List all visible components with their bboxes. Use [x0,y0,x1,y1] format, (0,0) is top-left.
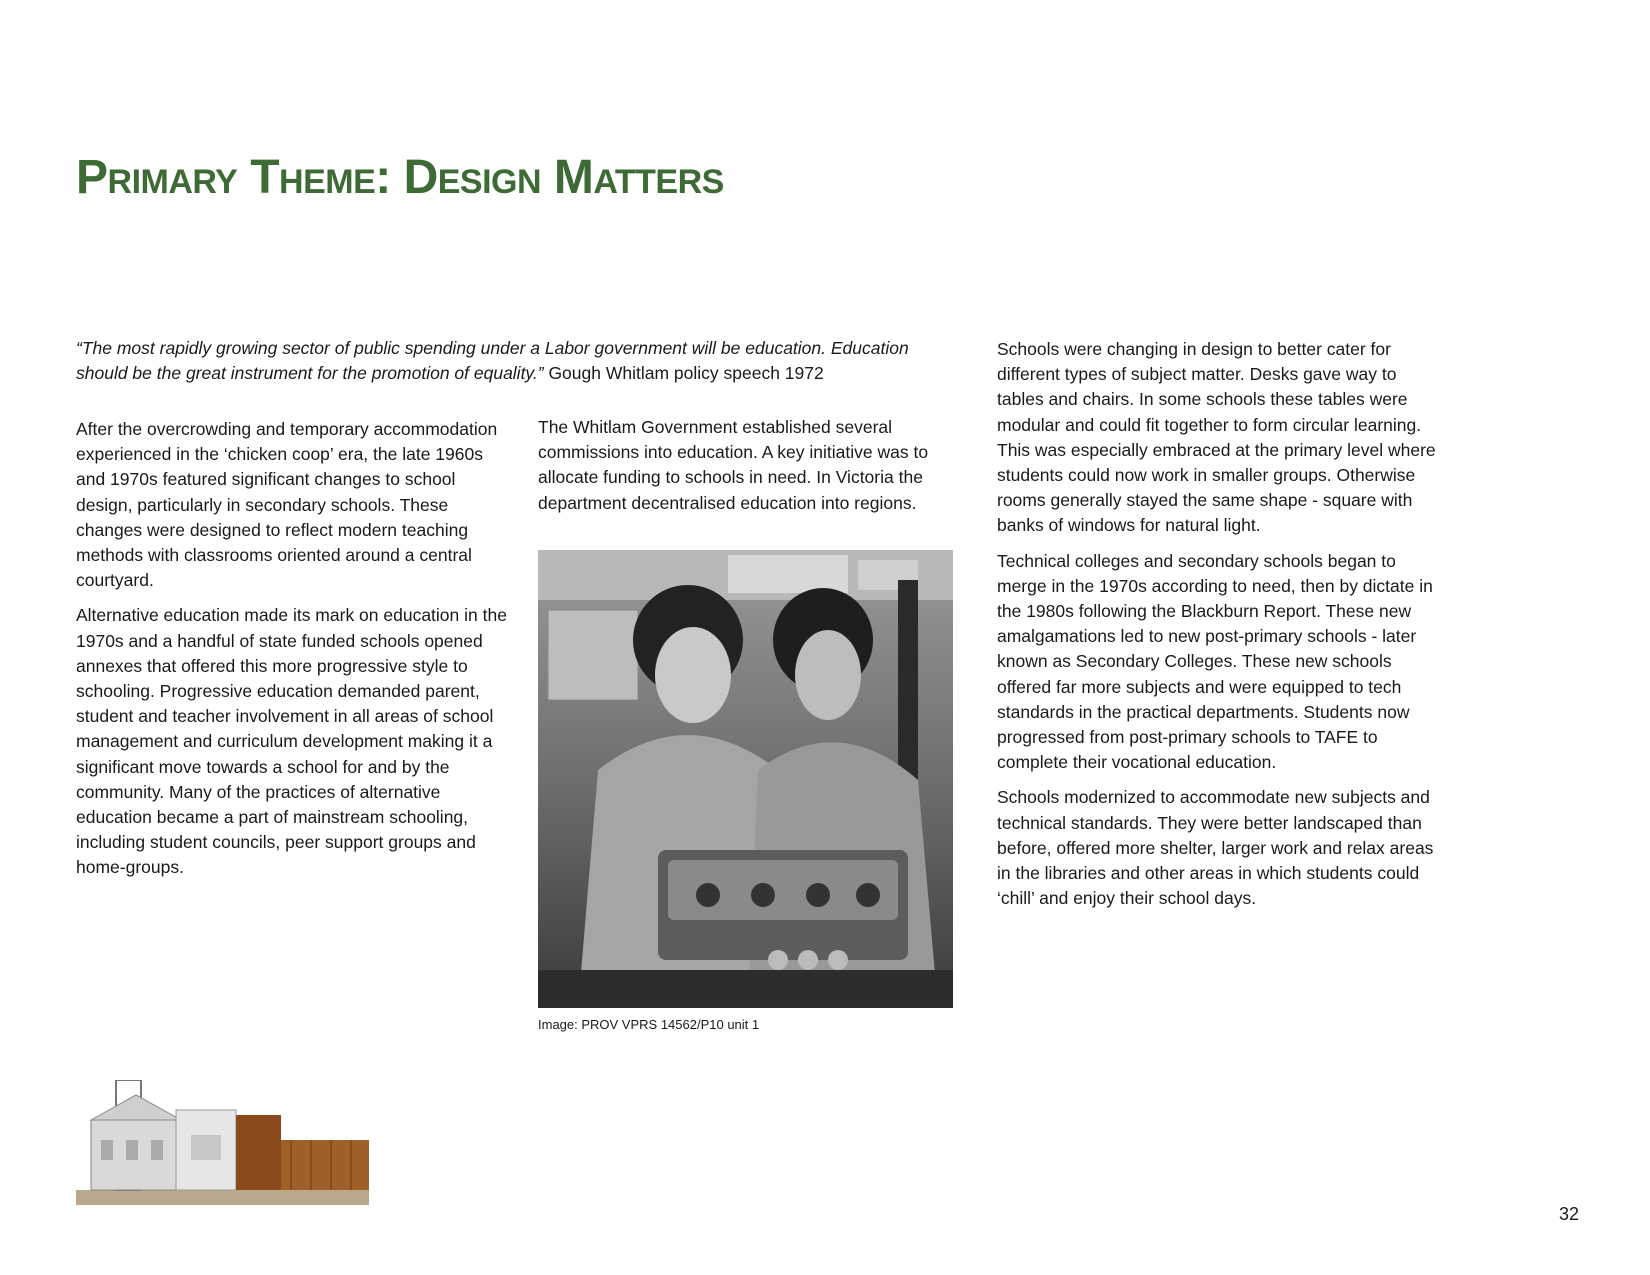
workshop-photo [538,550,953,1008]
page-number: 32 [1558,1204,1579,1224]
page-title: Primary Theme: Design Matters [76,151,724,204]
paragraph: Schools were changing in design to better cater for different types of subject matter. Desks gave way to tables and chairs. In some schools these tables were modular and could fit together to form circular learning. This was especially embraced at the primary level where students could now work in smaller groups. Otherwise rooms generally stayed the same shape - square with banks of windows for natural light. [997,339,1436,536]
building-sketch [76,1080,369,1205]
paragraph: The Whitlam Government established several commissions into education. A key initiative was to allocate funding to schools in need. In Victoria the department decentralised education into regions. [538,417,929,513]
quote-source: Gough Whitlam policy speech 1972 [543,363,824,383]
paragraph: Schools modernized to accommodate new subjects and technical standards. They were better landscaped than before, offered more shelter, larger work and relax areas in the libraries and other areas in which students could ‘chill’ and enjoy their school days. [997,787,1434,909]
building-illustration [76,1080,369,1205]
text-column-1 [76,417,516,891]
paragraph: Technical colleges and secondary schools began to merge in the 1970s according to need, then by dictate in the 1980s following the Blackburn Report. These new amalgamations led to new post-primary schools - later known as Secondary Colleges. These new schools offered far more subjects and were equipped to tech standards in the practical departments. Students now progressed from post-primary schools to TAFE to complete their vocational education. [997,550,1433,773]
paragraph: Alternative education made its mark on education in the 1970s and a handful of state funded schools opened annexes that offered this more progressive style to schooling. Progressive education demanded parent, student and teacher involvement in all areas of school management and curriculum development making it a significant move towards a school for and by the community. Many of the practices of alternative education became a part of mainstream schooling, including student councils, peer support groups and home-groups. [76,605,507,878]
quote-text: “The most rapidly growing sector of public spending under a Labor government will be education. Education should be the great instrument for the promotion of equality.” [76,338,909,383]
text-column-2 [538,415,958,526]
photo-caption: Image: PROV VPRS 14562/P10 unit 1 [538,1017,760,1032]
paragraph: After the overcrowding and temporary accommodation experienced in the ‘chicken coop’ era, the late 1960s and 1970s featured significant changes to school design, particularly in secondary schools. These changes were designed to reflect modern teaching methods with classrooms oriented around a central courtyard. [76,419,498,591]
photo-illustration [538,550,953,1008]
text-column-3 [997,337,1437,921]
opening-quote [76,336,956,386]
